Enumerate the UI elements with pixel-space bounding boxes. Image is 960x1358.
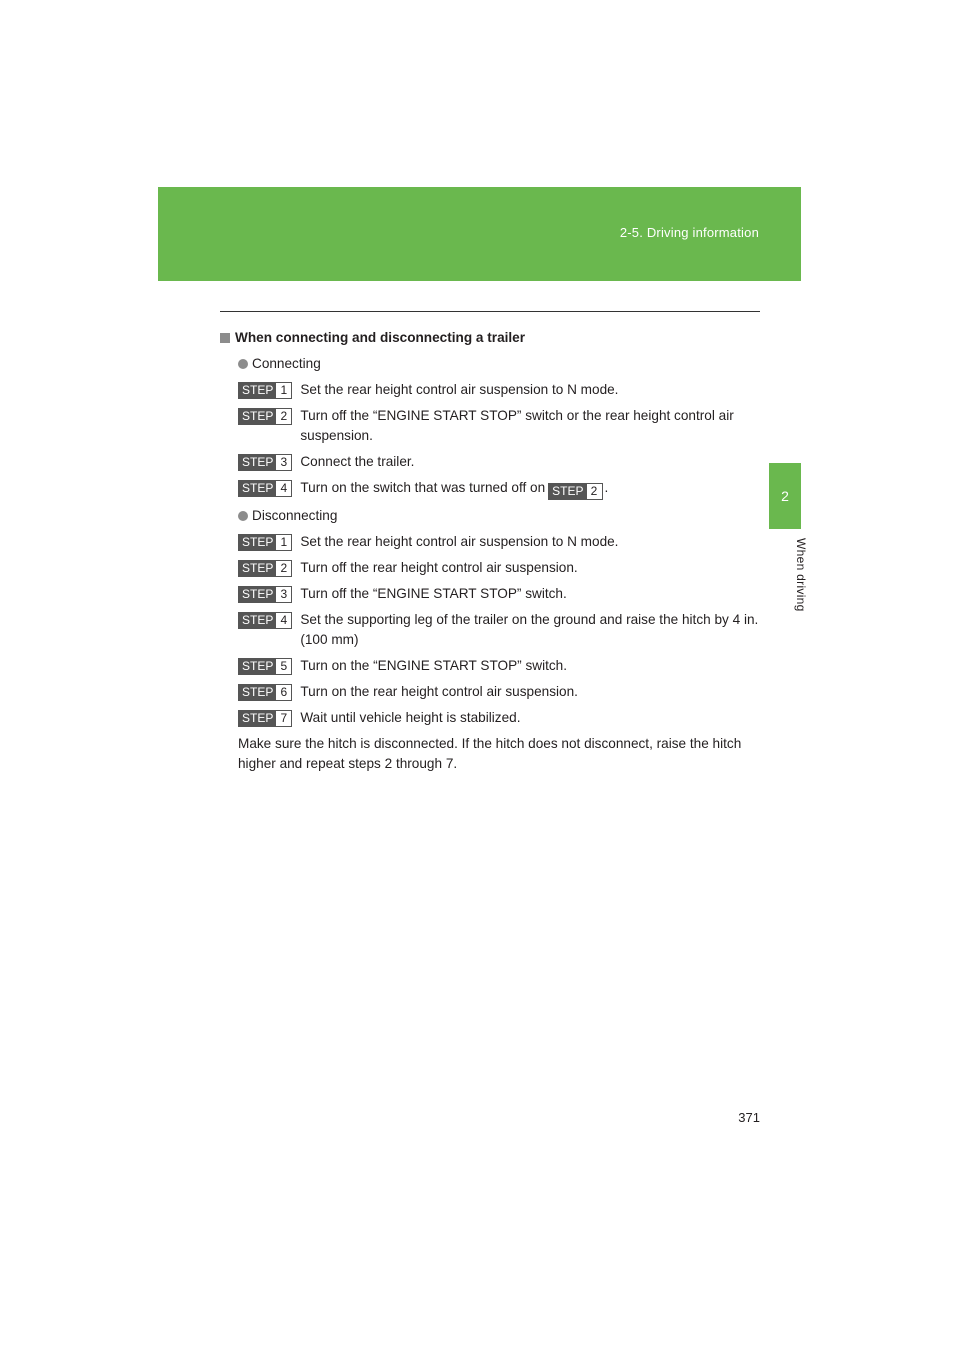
step-text: Turn on the “ENGINE START STOP” switch. [300, 658, 568, 673]
step-badge-word: STEP [239, 481, 276, 496]
closing-note: Make sure the hitch is disconnected. If the hitch does not disconnect, raise the hitch higher and repeat steps 2 through 7. [238, 736, 742, 771]
connecting-label: Connecting [252, 356, 321, 371]
step-badge [238, 382, 292, 399]
step-text: Turn off the rear height control air suspension. [300, 560, 578, 575]
step-badge [238, 710, 292, 727]
step-text: Turn on the rear height control air suspension. [300, 684, 578, 699]
step-badge [238, 612, 292, 629]
disconnecting-step-4 [238, 610, 760, 650]
disconnecting-step-5 [238, 656, 760, 676]
step-badge-number: 6 [276, 685, 291, 700]
step-badge-number: 4 [276, 481, 291, 496]
step-badge [238, 658, 292, 675]
step-badge-word: STEP [239, 587, 276, 602]
step-badge-word: STEP [239, 535, 276, 550]
step-badge-number: 4 [276, 613, 291, 628]
step-text: Set the rear height control air suspension to N mode. [300, 382, 619, 397]
disconnecting-step-1 [238, 532, 760, 552]
step-badge [238, 454, 292, 471]
step-text: Turn on the switch that was turned off on [300, 480, 546, 495]
chapter-tab [769, 463, 801, 529]
disconnecting-subheading [238, 506, 760, 526]
step-badge-word: STEP [239, 409, 276, 424]
step-badge-number: 2 [587, 484, 602, 499]
step-badge [238, 534, 292, 551]
step-badge-number: 3 [276, 455, 291, 470]
disconnecting-step-7 [238, 708, 760, 728]
disconnecting-step-3 [238, 584, 760, 604]
disconnecting-step-2 [238, 558, 760, 578]
circle-bullet-icon [238, 359, 248, 369]
step-text: Turn off the “ENGINE START STOP” switch. [300, 586, 567, 601]
step-text: Wait until vehicle height is stabilized. [300, 710, 521, 725]
section-title: 2-5. Driving information [619, 225, 759, 240]
step-text: Set the supporting leg of the trailer on the ground and raise the hitch by 4 in. (100 mm) [300, 612, 759, 647]
connecting-subheading [238, 354, 760, 374]
main-content [220, 328, 760, 774]
step-badge-word: STEP [239, 561, 276, 576]
section-heading-text: When connecting and disconnecting a trailer [235, 330, 526, 345]
step-text-end: . [604, 480, 609, 495]
square-bullet-icon [220, 333, 230, 343]
chapter-label: When driving [794, 538, 808, 612]
page-number: 371 [738, 1110, 760, 1125]
step-badge [238, 408, 292, 425]
step-text: Turn off the “ENGINE START STOP” switch or the rear height control air suspension. [300, 408, 734, 443]
step-badge-number: 2 [276, 561, 291, 576]
step-text: Set the rear height control air suspension to N mode. [300, 534, 619, 549]
circle-bullet-icon [238, 511, 248, 521]
connecting-step-3 [238, 452, 760, 472]
step-text-wrapper [300, 478, 760, 500]
step-badge [238, 684, 292, 701]
disconnecting-step-6 [238, 682, 760, 702]
step-badge-number: 2 [276, 409, 291, 424]
step-badge [238, 480, 292, 497]
chapter-number: 2 [781, 488, 789, 504]
step-text: Connect the trailer. [300, 454, 415, 469]
step-badge-number: 1 [276, 383, 291, 398]
step-reference-badge [548, 483, 602, 500]
header-band [158, 187, 801, 281]
step-badge-number: 7 [276, 711, 291, 726]
step-badge-word: STEP [239, 455, 276, 470]
step-badge-word: STEP [239, 613, 276, 628]
step-badge-word: STEP [239, 659, 276, 674]
connecting-step-4 [238, 478, 760, 500]
connecting-step-1 [238, 380, 760, 400]
step-badge-number: 5 [276, 659, 291, 674]
step-badge-word: STEP [239, 383, 276, 398]
step-badge [238, 586, 292, 603]
section-heading [220, 328, 760, 348]
connecting-step-2 [238, 406, 760, 446]
step-badge [238, 560, 292, 577]
disconnecting-label: Disconnecting [252, 508, 338, 523]
step-badge-word: STEP [239, 711, 276, 726]
section-divider [220, 311, 760, 312]
step-badge-number: 1 [276, 535, 291, 550]
step-badge-number: 3 [276, 587, 291, 602]
step-badge-word: STEP [239, 685, 276, 700]
step-badge-word: STEP [549, 484, 586, 499]
